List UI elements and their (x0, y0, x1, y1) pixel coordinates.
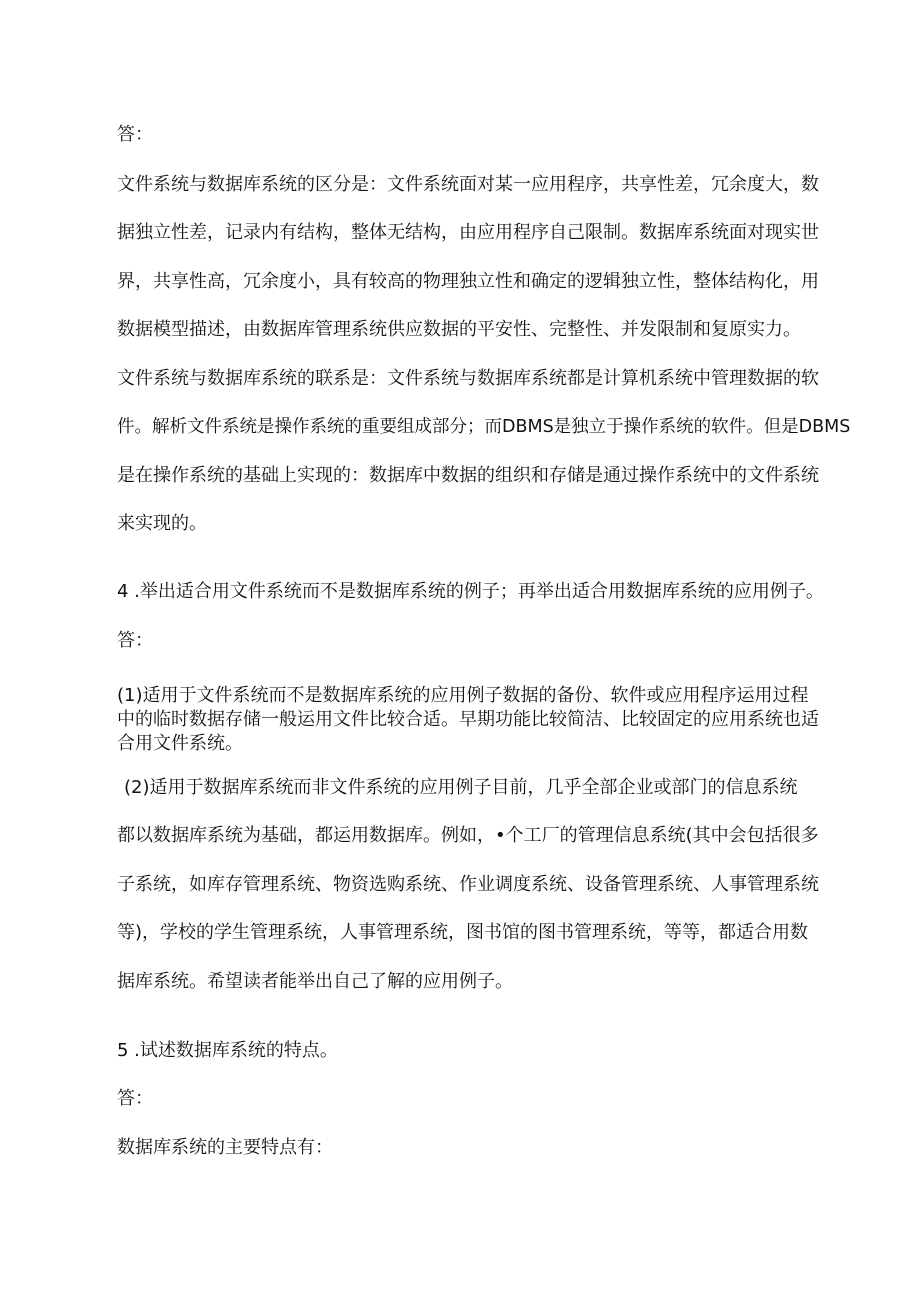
q5-intro: 数据库系统的主要特点有： (117, 1137, 333, 1158)
q4-item-1-line: 合用文件系统。 (117, 733, 243, 754)
question-4: 4 .举出适合用文件系统而不是数据库系统的例子；再举出适合用数据库系统的应用例子。 (117, 581, 824, 602)
paragraph-difference-line: 据独立性差，记录内有结构，整体无结构，由应用程序自己限制。数据库系统面对现实世 (117, 222, 819, 243)
paragraph-relation-line: 是在操作系统的基础上实现的：数据库中数据的组织和存储是通过操作系统中的文件系统 (117, 465, 819, 486)
paragraph-difference-line: 数据模型描述，由数据库管理系统供应数据的平安性、完整性、并发限制和复原实力。 (117, 319, 801, 340)
paragraph-difference-line: 文件系统与数据库系统的区分是：文件系统面对某一应用程序，共享性差，冗余度大，数 (117, 174, 819, 195)
q4-item-2-line: 据库系统。希望读者能举出自己了解的应用例子。 (117, 971, 513, 992)
paragraph-relation-line: 文件系统与数据库系统的联系是：文件系统与数据库系统都是计算机系统中管理数据的软 (117, 368, 819, 389)
answer-label: 答： (117, 124, 153, 145)
q4-item-2-line: (2)适用于数据库系统而非文件系统的应用例子目前，几乎全部企业或部门的信息系统 (124, 777, 798, 798)
paragraph-relation-line: 来实现的。 (117, 513, 207, 534)
question-5: 5 .试述数据库系统的特点。 (117, 1040, 338, 1061)
q4-item-1-line: 中的临时数据存储一般运用文件比较合适。早期功能比较简洁、比较固定的应用系统也适 (117, 709, 819, 730)
paragraph-difference-line: 界，共享性高，冗余度小，具有较高的物理独立性和确定的逻辑独立性，整体结构化，用 (117, 271, 819, 292)
answer-label: 答： (117, 1088, 153, 1109)
q4-item-2-line: 子系统，如库存管理系统、物资选购系统、作业调度系统、设备管理系统、人事管理系统 (117, 874, 819, 895)
q4-item-2-line: 都以数据库系统为基础，都运用数据库。例如，•个工厂的管理信息系统(其中会包括很多 (117, 825, 819, 846)
q4-item-1-line: (1)适用于文件系统而不是数据库系统的应用例子数据的备份、软件或应用程序运用过程 (117, 685, 809, 706)
q4-item-2-line: 等)，学校的学生管理系统，人事管理系统，图书馆的图书管理系统，等等，都适合用数 (117, 922, 809, 943)
answer-label: 答： (117, 630, 153, 651)
paragraph-relation-line: 件。解析文件系统是操作系统的重要组成部分；而DBMS是独立于操作系统的软件。但是DBMS (117, 417, 851, 437)
